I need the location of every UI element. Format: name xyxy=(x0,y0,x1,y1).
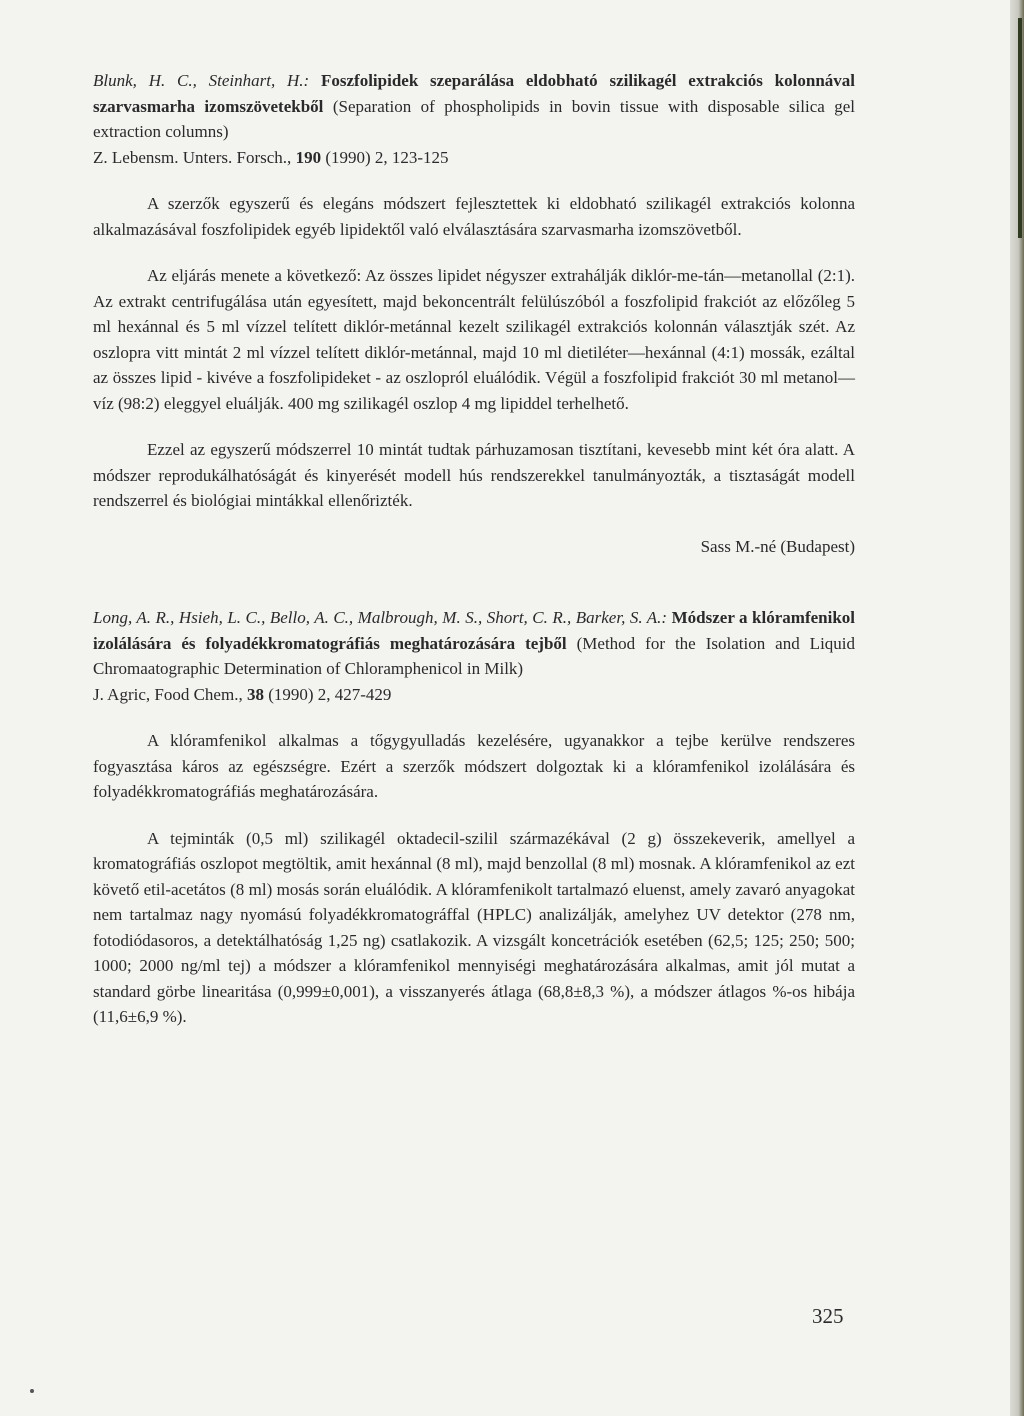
article-paragraph: A klóramfenikol alkalmas a tőgygyulladás kezelésére, ugyanakkor a tejbe kerülve rendszeres fogyasztása káros az egészségre. Ezért a szerzők módszert dolgoztak ki a klóramfenikol izolálására és folyadékkromatográfiás meghatározására. xyxy=(93,731,855,801)
article-journal: J. Agric, Food Chem., xyxy=(93,684,243,704)
article-journal-line xyxy=(93,145,855,171)
article-reference-2 xyxy=(93,605,855,707)
article-authors: Blunk, H. C., Steinhart, H.: xyxy=(93,71,310,90)
article-paragraph: A tejminták (0,5 ml) szilikagél oktadecil-szilil származékával (2 g) összekeverik, amellyel a kromatográfiás oszlopot megtöltik, amit hexánnal (8 ml), majd benzollal (8 ml) mosnak. A klóramfenikol az ezt követő etil-acetátos (8 ml) mosás során eluálódik. A klóramfenikolt tartalmazó eluenst, amely zavaró anyagokat nem tartalmaz nagy nyomású folyadékkromatográffal (HPLC) analizálják, amelyhez UV detektor (278 nm, fotodiódasoros, a detektálhatóság 1,25 ng) csatlakozik. A vizsgált koncetrációk esetében (62,5; 125; 250; 500; 1000; 2000 ng/ml tej) a módszer a klóramfenikol mennyiségi meghatározására alkalmas, amit jól mutat a standard görbe linearitása (0,999±0,001), a visszanyerés átlaga (68,8±8,3 %), a módszer átlagos %-os hibája (11,6±6,9 %). xyxy=(93,828,855,1026)
page-content xyxy=(93,68,855,1030)
article-issue-pages: (1990) 2, 123-125 xyxy=(325,147,449,167)
binding-edge-mark xyxy=(1018,18,1022,238)
article-title-hu: Foszfolipidek szeparálása eldobható szilikagél extrakciós kolonnával szarvasmarha izomszövetekből xyxy=(93,71,855,116)
article-authors: Long, A. R., Hsieh, L. C., Bello, A. C., Malbrough, M. S., Short, C. R., Barker, S. A.: xyxy=(93,608,668,627)
article-reference-1 xyxy=(93,68,855,170)
article-volume: 38 xyxy=(246,684,264,704)
article-volume: 190 xyxy=(295,147,322,167)
article-title-hu: Módszer a klóramfenikol izolálására és folyadékkromatográfiás meghatározására tejből xyxy=(93,608,856,653)
article-paragraph: A szerzők egyszerű és elegáns módszert fejlesztettek ki eldobható szilikagél extrakciós kolonna alkalmazásával foszfolipidek egyéb lipidektől való elválasztására szarvasmarha izomszövetből. xyxy=(93,194,855,239)
article-title-en: (Method for the Isolation and Liquid Chromaatographic Determination of Chloramphenicol in Milk) xyxy=(93,633,856,678)
article-issue-pages: (1990) 2, 427-429 xyxy=(268,684,392,704)
article-journal-line xyxy=(93,682,855,708)
article-paragraph: Ezzel az egyszerű módszerrel 10 mintát tudtak párhuzamosan tisztítani, kevesebb mint két óra alatt. A módszer reprodukálhatóságát és kinyerését modell hús rendszerekkel tanulmányozták, a tisztaságát modell rendszerrel és biológiai mintákkal ellenőrizték. xyxy=(93,440,855,510)
article-journal: Z. Lebensm. Unters. Forsch., xyxy=(93,147,292,167)
article-paragraph: Az eljárás menete a következő: Az összes lipidet négyszer extrahálják diklór-me-tán—metanollal (2:1). Az extrakt centrifugálása után egyesített, majd bekoncentrált felülúszóból a foszfolipid frakciót az előzőleg 5 ml hexánnal és 5 ml vízzel telített diklór-metánnal kezelt szilikagél extrakciós kolonnán választják szét. Az oszlopra vitt mintát 2 ml vízzel telített diklór-metánnal, majd 10 ml dietiléter—hexánnal (4:1) mossák, ezáltal az összes lipid - kivéve a foszfolipideket - az oszlopról eluálódik. Végül a foszfolipid frakciót 30 ml metanol—víz (98:2) eleggyel eluálják. 400 mg szilikagél oszlop 4 mg lipiddel terhelhető. xyxy=(93,266,855,413)
article-title-en: (Separation of phospholipids in bovin tissue with disposable silica gel extraction columns) xyxy=(93,96,855,141)
margin-mark xyxy=(30,1389,34,1393)
page-number: 325 xyxy=(812,1304,844,1328)
reviewer-signature: Sass M.-né (Budapest) xyxy=(700,536,855,556)
page-edge-shadow xyxy=(1010,0,1024,1416)
